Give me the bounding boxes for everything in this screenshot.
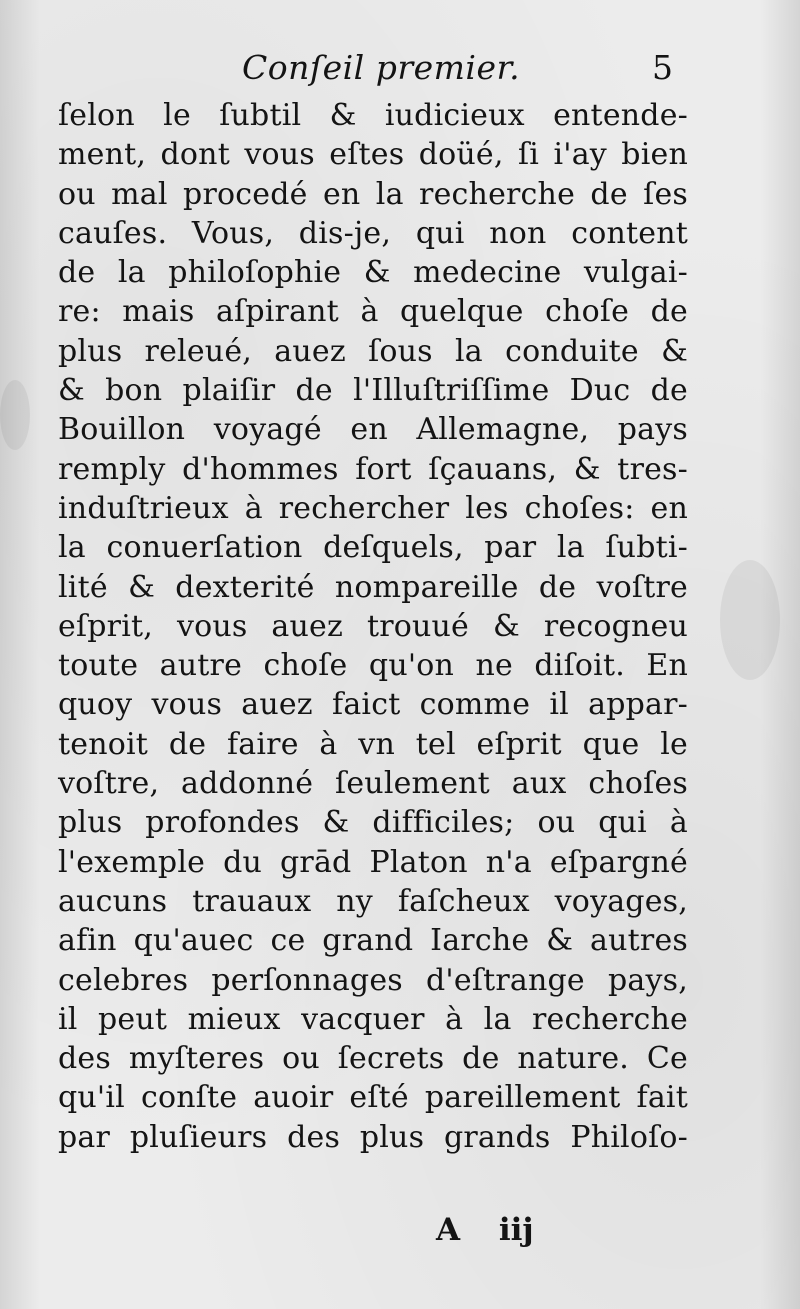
signature-row xyxy=(0,1212,800,1256)
text-line: remply d'hommes fort ſçauans, & tres- xyxy=(58,451,688,487)
text-line: lité & dexterité nompareille de voſtre xyxy=(58,569,688,605)
text-line: des myſteres ou ſecrets de nature. Ce xyxy=(58,1041,688,1077)
text-line: afin qu'auec ce grand Iarche & autres xyxy=(58,923,688,959)
body-text xyxy=(58,96,688,1157)
signature-mark: A iij xyxy=(436,1212,534,1248)
text-line: il peut mieux vacquer à la recherche xyxy=(58,1001,688,1037)
running-head xyxy=(0,48,800,98)
text-line: tenoit de faire à vn tel eſprit que le xyxy=(58,726,688,762)
page-number: 5 xyxy=(652,48,673,87)
page-smudge xyxy=(720,560,780,680)
text-line: cauſes. Vous, dis-je, qui non content xyxy=(58,215,688,251)
text-line: ment, dont vous eſtes doüé, ſi i'ay bien xyxy=(58,137,688,173)
text-line: de la philoſophie & medecine vulgai- xyxy=(58,255,688,291)
text-line: ſelon le ſubtil & iudicieux entende- xyxy=(58,98,688,133)
text-line: Bouillon voyagé en Allemagne, pays xyxy=(58,412,688,448)
text-line: toute autre choſe qu'on ne diſoit. En xyxy=(58,648,688,684)
text-line: par pluſieurs des plus grands Philoſo- xyxy=(58,1119,688,1155)
text-line: quoy vous auez faict comme il appar- xyxy=(58,687,688,723)
text-line: ou mal procedé en la recherche de ſes xyxy=(58,176,688,212)
text-line: plus releué, auez ſous la conduite & xyxy=(58,333,688,369)
text-line: aucuns trauaux ny faſcheux voyages, xyxy=(58,883,688,919)
text-line: celebres perſonnages d'eſtrange pays, xyxy=(58,962,688,998)
text-line: & bon plaiſir de l'Illuſtriſſime Duc de xyxy=(58,373,688,409)
text-line: l'exemple du grād Platon n'a eſpargné xyxy=(58,844,688,880)
page-smudge xyxy=(0,380,30,450)
running-title: Conſeil premier. xyxy=(242,48,521,87)
text-line: qu'il conſte auoir eſté pareillement fait xyxy=(58,1080,688,1116)
text-line: la conuerſation deſquels, par la ſubti- xyxy=(58,530,688,566)
text-line: induſtrieux à rechercher les choſes: en xyxy=(58,490,688,526)
text-line: voſtre, addonné ſeulement aux choſes xyxy=(58,766,688,802)
text-line: plus profondes & difficiles; ou qui à xyxy=(58,805,688,841)
text-line: eſprit, vous auez trouué & recogneu xyxy=(58,608,688,644)
text-line: re: mais aſpirant à quelque choſe de xyxy=(58,294,688,330)
